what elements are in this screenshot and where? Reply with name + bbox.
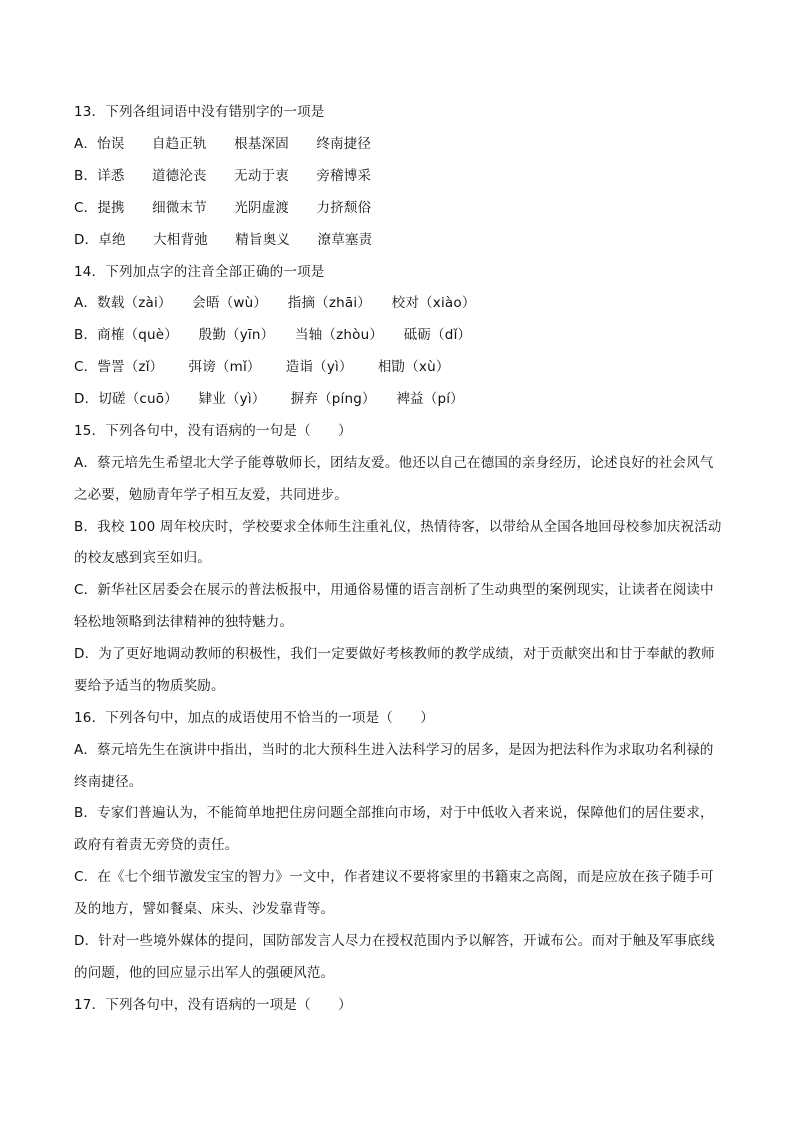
q13-option-b: B．详悉 道德沦丧 无动于衷 旁稽博采	[74, 168, 372, 184]
q13-option-a: A．怡误 自趋正轨 根基深固 终南捷径	[74, 136, 372, 152]
q15-option-d-line1: D．为了更好地调动教师的积极性，我们一定要做好考核教师的教学成绩，对于贡献突出和甘于奉献的教师	[74, 646, 715, 662]
q15-option-c-line2: 轻松地领略到法律精神的独特魅力。	[74, 614, 294, 630]
q15-option-b-line1: B．我校 100 周年校庆时，学校要求全体师生注重礼仪，热情待客，以带给从全国各地回母校参加庆祝活动	[74, 519, 722, 535]
q15-option-b-line2: 的校友感到宾至如归。	[74, 550, 211, 566]
q14-option-a: A．数载（zài） 会晤（wù） 指摘（zhāi） 校对（xiào）	[74, 295, 476, 311]
q14-option-b: B．商榷（què） 殷勤（yīn） 当轴（zhòu） 砥砺（dǐ）	[74, 327, 472, 343]
q13-stem: 13．下列各组词语中没有错别字的一项是	[74, 104, 325, 120]
q17-stem: 17．下列各句中，没有语病的一项是（ ）	[74, 997, 352, 1013]
q16-option-d-line2: 的问题，他的回应显示出军人的强硬风范。	[74, 965, 335, 981]
q15-option-d-line2: 要给予适当的物质奖励。	[74, 678, 225, 694]
q15-option-a-line1: A．蔡元培先生希望北大学子能尊敬师长，团结友爱。他还以自己在德国的亲身经历，论述良好的社会风气	[74, 455, 714, 471]
q16-option-a-line1: A．蔡元培先生在演讲中指出，当时的北大预科生进入法科学习的居多，是因为把法科作为求取功名利禄的	[74, 742, 714, 758]
q16-option-b-line2: 政府有着责无旁贷的责任。	[74, 837, 239, 853]
q15-option-c-line1: C．新华社区居委会在展示的普法板报中，用通俗易懂的语言剖析了生动典型的案例现实，让读者在阅读中	[74, 582, 714, 598]
q16-stem: 16．下列各句中，加点的成语使用不恰当的一项是（ ）	[74, 710, 435, 726]
q13-option-d: D．卓绝 大相背弛 精旨奥义 潦草塞责	[74, 232, 373, 248]
q14-option-d: D．切磋（cuō） 肄业（yì） 摒弃（píng） 裨益（pí）	[74, 391, 464, 407]
q14-option-c: C．訾詈（zǐ） 弭谤（mǐ） 造诣（yì） 相勖（xù）	[74, 359, 450, 375]
q16-option-a-line2: 终南捷径。	[74, 774, 143, 790]
q16-option-c-line2: 及的地方，譬如餐桌、床头、沙发靠背等。	[74, 901, 335, 917]
q15-stem: 15．下列各句中，没有语病的一句是（ ）	[74, 423, 352, 439]
q16-option-d-line1: D．针对一些境外媒体的提问，国防部发言人尽力在授权范围内予以解答，开诚布公。而对于触及军事底线	[74, 933, 715, 949]
q14-stem: 14．下列加点字的注音全部正确的一项是	[74, 264, 325, 280]
q16-option-c-line1: C．在《七个细节激发宝宝的智力》一文中，作者建议不要将家里的书籍束之高阁，而是应放在孩子随手可	[74, 869, 714, 885]
q15-option-a-line2: 之必要，勉励青年学子相互友爱，共同进步。	[74, 487, 348, 503]
q16-option-b-line1: B．专家们普遍认为，不能简单地把住房问题全部推向市场，对于中低收入者来说，保障他们的居住要求，	[74, 805, 714, 821]
q13-option-c: C．提携 细微末节 光阴虚渡 力挤颓俗	[74, 200, 372, 216]
